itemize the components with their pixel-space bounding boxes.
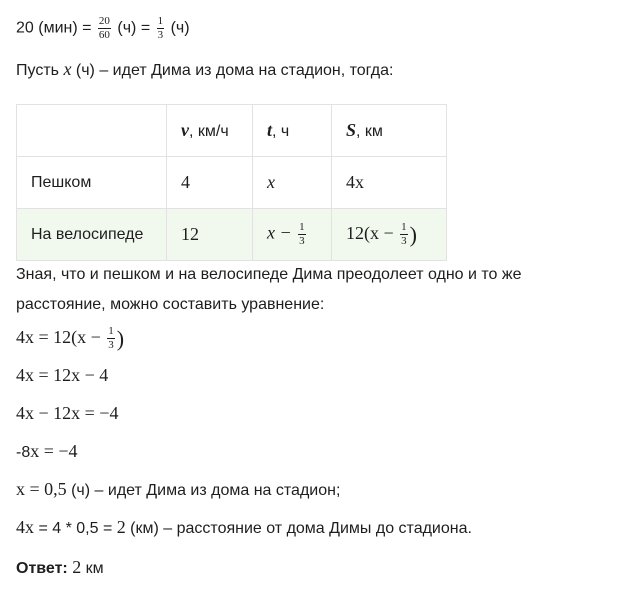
- row-distance: 4x: [332, 157, 447, 209]
- conversion-mid: (ч) =: [117, 19, 151, 37]
- conversion-line: [16, 16, 190, 41]
- equation-4: -8x = −4: [16, 441, 78, 461]
- row-distance: 12(x − $\frac{1}{3}$ ): [332, 209, 447, 261]
- row-speed: 12: [167, 209, 253, 261]
- row-time: x: [253, 157, 332, 209]
- equation-6: 4x = 4 * 0,5 = 2 (км) – расстояние от дома Димы до стадиона.: [16, 517, 472, 537]
- row-speed: 4: [167, 157, 253, 209]
- fraction-20-60: $\frac{20}{60}$: [98, 15, 110, 41]
- table-header-row: [17, 105, 447, 157]
- row-label: На велосипеде: [17, 209, 167, 261]
- header-speed: v, км/ч: [167, 105, 253, 157]
- motion-table: [16, 104, 447, 261]
- equation-1: 4x = 12(x − $\frac{1}{3}$ ): [16, 325, 125, 352]
- conversion-end: (ч): [170, 19, 190, 37]
- header-time: t, ч: [253, 105, 332, 157]
- conversion-start: 20 (мин) =: [16, 19, 92, 37]
- explanation-line-2: расстояние, можно составить уравнение:: [16, 296, 325, 313]
- assumption-line: Пусть x (ч) – идет Дима из дома на стадион, тогда:: [16, 59, 394, 79]
- header-empty-cell: [17, 105, 167, 157]
- answer-line: [16, 556, 104, 580]
- equation-3: 4x − 12x = −4: [16, 403, 119, 423]
- answer-value: 2: [72, 557, 82, 577]
- fraction-1-3: $\frac{1}{3}$: [157, 15, 164, 41]
- table-row: [17, 157, 447, 209]
- explanation-line-1: Зная, что и пешком и на велосипеде Дима преодолеет одно и то же: [16, 266, 522, 283]
- row-time: x − $\frac{1}{3}$: [253, 209, 332, 261]
- table-row: [17, 209, 447, 261]
- equation-5: x = 0,5 (ч) – идет Дима из дома на стадион;: [16, 479, 341, 499]
- equation-2: 4x = 12x − 4: [16, 365, 109, 385]
- header-distance: S, км: [332, 105, 447, 157]
- answer-label: Ответ:: [16, 560, 68, 577]
- row-label: Пешком: [17, 157, 167, 209]
- variable-x: x: [63, 59, 72, 79]
- answer-unit: км: [81, 560, 104, 577]
